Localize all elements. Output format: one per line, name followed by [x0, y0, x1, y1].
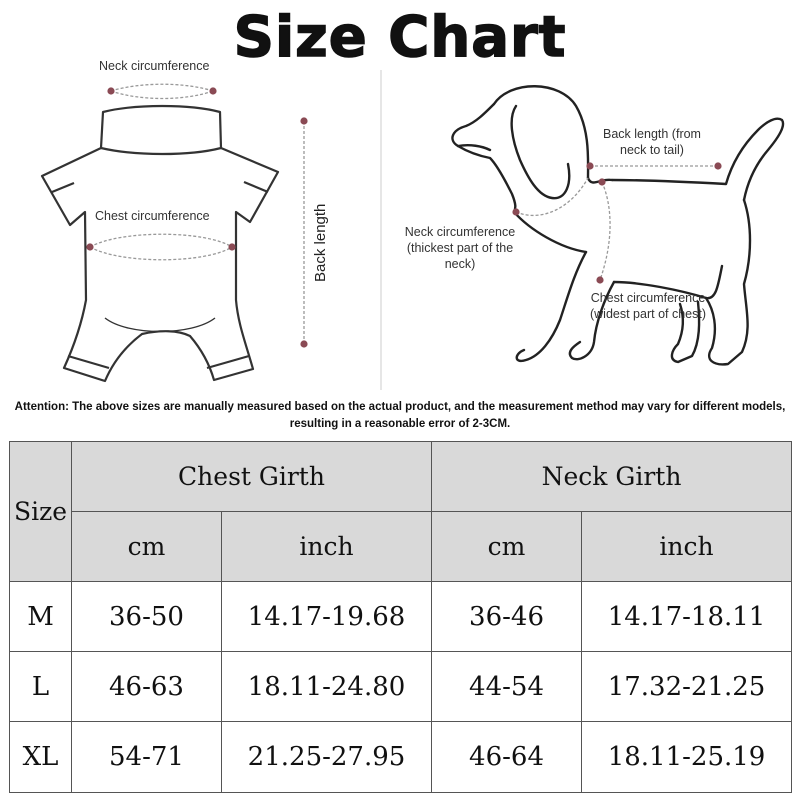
chest-cm-header: cm	[72, 512, 222, 582]
table-row	[10, 652, 792, 722]
dog-back-measure	[586, 162, 721, 169]
size-header: Size	[10, 442, 72, 582]
garment-neck-measure	[107, 84, 216, 98]
neck-inch-cell: 14.17-18.11	[582, 582, 792, 652]
dog-back-label-line2: neck to tail)	[620, 143, 684, 157]
neck-cm-header: cm	[432, 512, 582, 582]
size-cell: L	[10, 652, 72, 722]
dog-neck-label	[398, 224, 522, 272]
table-row	[10, 722, 792, 793]
chest-inch-cell: 18.11-24.80	[222, 652, 432, 722]
chest-inch-cell: 21.25-27.95	[222, 722, 432, 793]
neck-inch-cell: 18.11-25.19	[582, 722, 792, 793]
table-row	[10, 582, 792, 652]
dog-chest-label-line2: (widest part of chest)	[589, 307, 706, 321]
dog-back-label-line1: Back length (from	[603, 127, 701, 141]
page-title: Size Chart	[233, 5, 567, 70]
chest-cm-cell: 46-63	[72, 652, 222, 722]
garment-chest-label: Chest circumference	[95, 209, 210, 223]
chest-cm-cell: 54-71	[72, 722, 222, 793]
neck-cm-cell: 46-64	[432, 722, 582, 793]
measurement-diagram	[0, 60, 800, 395]
dog-chest-label-line1: Chest circumference	[590, 291, 706, 305]
dog-neck-label-line3: neck)	[444, 257, 476, 271]
table-unit-header-row	[10, 512, 792, 582]
neck-inch-cell: 17.32-21.25	[582, 652, 792, 722]
garment-chest-measure	[86, 234, 235, 260]
dog-neck-label-line2: (thickest part of the	[406, 241, 514, 255]
dog-chest-label	[582, 290, 714, 322]
dog-chest-measure	[596, 178, 610, 283]
chest-inch-cell: 14.17-19.68	[222, 582, 432, 652]
neck-inch-header: inch	[582, 512, 792, 582]
size-table	[9, 441, 792, 793]
garment-outline	[42, 106, 278, 381]
table-group-header-row	[10, 442, 792, 512]
size-cell: M	[10, 582, 72, 652]
attention-note: Attention: The above sizes are manually measured based on the actual product, and the measurement method may vary for different models, resulting in a reasonable error of 2-3CM.	[14, 401, 786, 430]
neck-cm-cell: 44-54	[432, 652, 582, 722]
chest-cm-cell: 36-50	[72, 582, 222, 652]
neck-cm-cell: 36-46	[432, 582, 582, 652]
size-cell: XL	[10, 722, 72, 793]
chest-girth-header: Chest Girth	[72, 442, 432, 512]
dog-neck-label-line1: Neck circumference	[404, 225, 516, 239]
garment-back-measure	[300, 117, 307, 347]
garment-back-label: Back length	[312, 203, 329, 282]
chest-inch-header: inch	[222, 512, 432, 582]
neck-girth-header: Neck Girth	[432, 442, 792, 512]
garment-neck-label: Neck circumference	[99, 59, 210, 73]
dog-back-label	[590, 126, 714, 158]
